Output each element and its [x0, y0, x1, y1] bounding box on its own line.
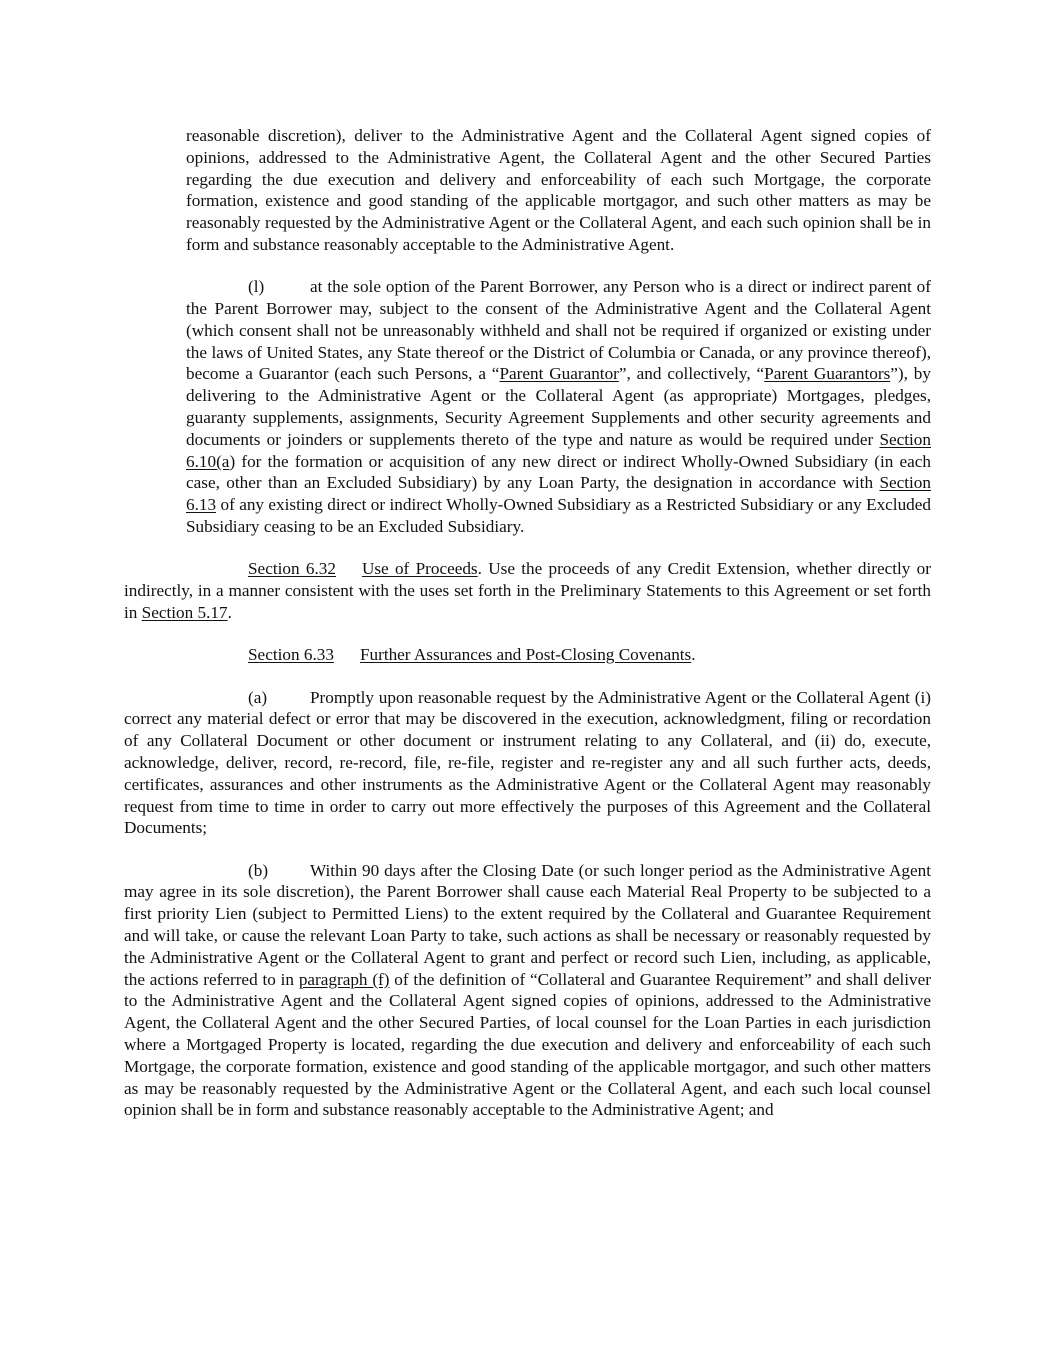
clause-b-label: (b) [248, 860, 269, 880]
clause-b-text-2: of the definition of “Collateral and Guarantee Requirement” and shall deliver to the Administrative Agent and the Collateral Agent signed copies of opinions, addressed to the Administrative Agent, the Collateral Agent and the other Secured Parties, of local counsel for the Loan Parties in each jurisdiction where a Mortgaged Property is located, regarding the due execution and delivery and enforceability of each such Mortgage, the corporate formation, existence and good standing of the applicable mortgagor, and such other matters as may be reasonably requested by the Administrative Agent or the Collateral Agent, and each such local counsel opinion shall be in form and substance reasonably acceptable to the Administrative Agent; and [124, 969, 932, 1120]
ref-section-6-13: Section 6.13 [186, 473, 931, 515]
clause-l-text-1: at the sole option of the Parent Borrower, any Person who is a direct or indirect parent of the Parent Borrower may, subject to the consent of the Administrative Agent and the Collateral Agent (which consent shall not be unreasonably withheld and shall not be required if organized or existing under the laws of United States, any State thereof or the District of Columbia or Canada, or any province thereof), become a Guarantor (each such Persons, a “ [186, 277, 931, 384]
clause-a [124, 687, 931, 840]
section-6-32-title: Use of Proceeds [361, 559, 478, 579]
clause-l [186, 276, 931, 538]
section-6-32-text-1: . Use the proceeds of any Credit Extension, whether directly or indirectly, in a manner consistent with the uses set forth in the Preliminary Statements to this Agreement or set forth in [124, 559, 931, 622]
clause-l-label: (l) [248, 277, 265, 297]
term-parent-guarantor: Parent Guarantor [499, 364, 619, 384]
clause-b-text-1: Within 90 days after the Closing Date (or such longer period as the Administrative Agent may agree in its sole discretion), the Parent Borrower shall cause each Material Real Property to be subjected to a first priority Lien (subject to Permitted Liens) to the extent required by the Collateral and Guarantee Requirement and will take, or cause the relevant Loan Party to take, such actions as shall be necessary or reasonably requested by the Administrative Agent or the Collateral Agent to grant and perfect or record such Lien, including, as applicable, the actions referred to in [124, 860, 931, 989]
term-parent-guarantors: Parent Guarantors [764, 364, 891, 384]
section-6-33-title: Further Assurances and Post-Closing Covenants [359, 645, 692, 665]
clause-b [124, 860, 931, 1122]
section-6-32-text-2: . [227, 602, 232, 622]
clause-l-text-5: of any existing direct or indirect Wholly-Owned Subsidiary as a Restricted Subsidiary or any Excluded Subsidiary ceasing to be an Excluded Subsidiary. [186, 495, 931, 537]
clause-k-continuation [186, 125, 931, 256]
clause-a-text: Promptly upon reasonable request by the Administrative Agent or the Collateral Agent (i) correct any material defect or error that may be discovered in the execution, acknowledgment, filing or recordation of any Collateral Document or other document or instrument relating to any Collateral, and (ii) do, execute, acknowledge, deliver, record, re-record, file, re-file, register and re-register any and all such further acts, deeds, certificates, assurances and other instruments as the Administrative Agent or the Collateral Agent may reasonably request from time to time in order to carry out more effectively the purposes of this Agreement and the Collateral Documents; [124, 687, 931, 838]
ref-paragraph-f: paragraph (f) [298, 969, 390, 989]
clause-a-label: (a) [248, 687, 268, 707]
section-6-33-number: Section 6.33 [248, 645, 334, 665]
clause-l-text-2: ”, and collectively, “ [618, 364, 765, 384]
ref-section-5-17: Section 5.17 [141, 602, 228, 622]
section-6-32 [124, 558, 931, 623]
section-6-33-heading: Section 6.33 Further Assurances and Post-Closing Covenants. [248, 645, 696, 665]
indented-clauses [186, 125, 931, 538]
clause-k-text: reasonable discretion), deliver to the Administrative Agent and the Collateral Agent signed copies of opinions, addressed to the Administrative Agent, the Collateral Agent and the other Secured Parties regarding the due execution and delivery and enforceability of each such Mortgage, the corporate formation, existence and good standing of the applicable mortgagor, and such other matters as may be reasonably requested by the Administrative Agent or the Collateral Agent, and each such opinion shall be in form and substance reasonably acceptable to the Administrative Agent. [186, 126, 931, 254]
section-6-32-number: Section 6.32 Use of Proceeds [248, 559, 478, 579]
ref-section-6-10a: Section 6.10(a [186, 429, 931, 471]
clause-l-text-3: ”), by delivering to the Administrative Agent or the Collateral Agent (as appropriate) Mortgages, pledges, guaranty supplements, assignments, Security Agreement Supplements and other security agreements and documents or joinders or supplements thereto of the type and nature as would be required under [186, 364, 931, 449]
document-page [124, 125, 931, 1142]
clause-l-text-4: ) for the formation or acquisition of any new direct or indirect Wholly-Owned Subsidiary (in each case, other than an Excluded Subsidiary) by any Loan Party, the designation in accordance with [186, 451, 931, 493]
